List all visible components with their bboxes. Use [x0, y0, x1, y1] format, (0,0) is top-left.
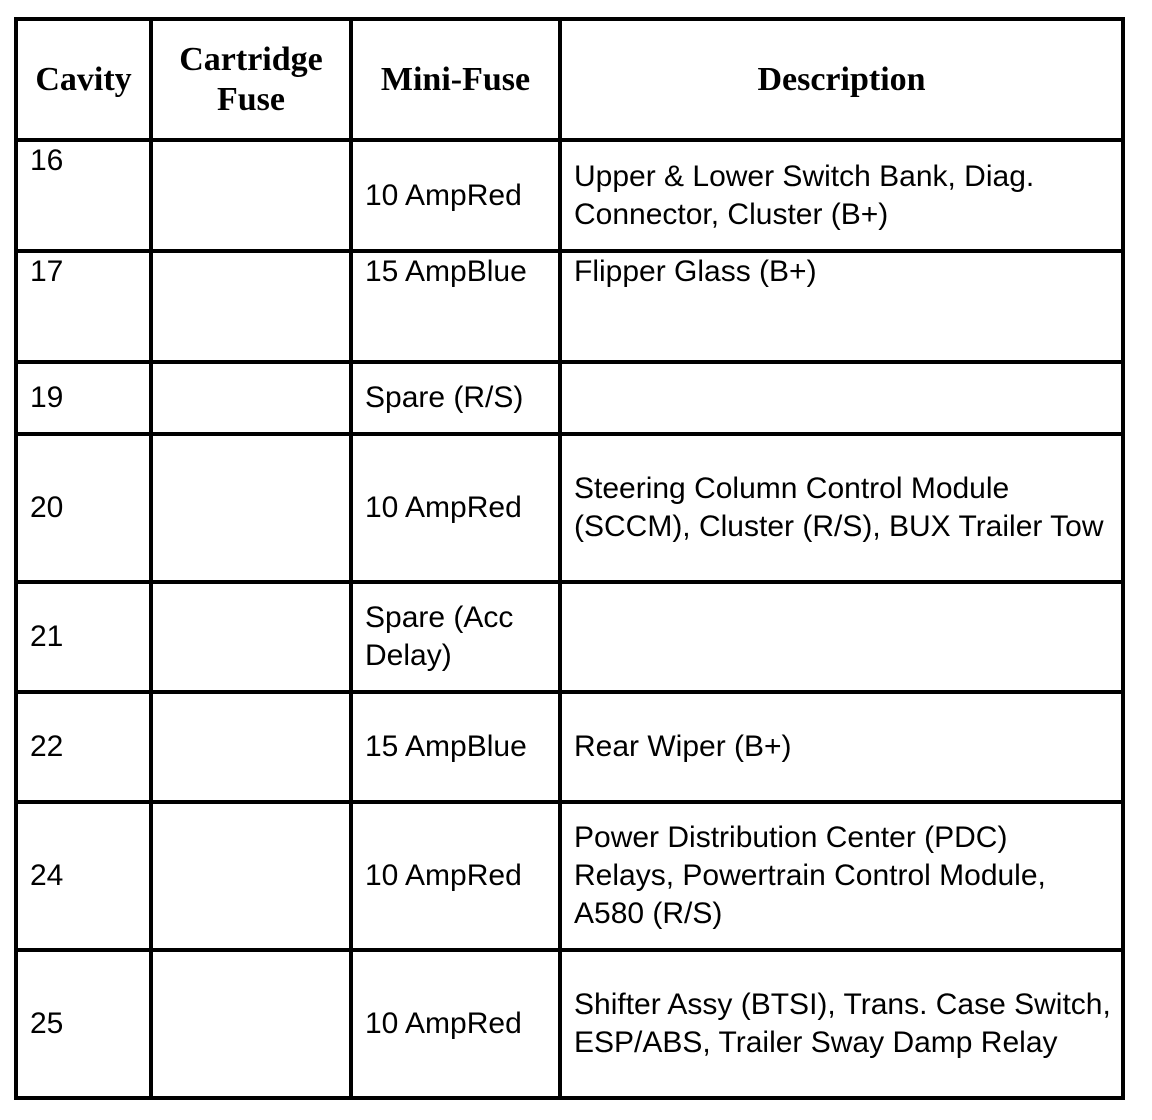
cell-cartridge: [151, 692, 351, 802]
header-cartridge-fuse: [151, 19, 351, 140]
header-cartridge-line2: Fuse: [217, 80, 285, 118]
cell-description: [560, 362, 1123, 434]
cell-cartridge: [151, 950, 351, 1098]
cell-mini-fuse: 15 AmpBlue: [351, 251, 560, 362]
cell-mini-fuse: 15 AmpBlue: [351, 692, 560, 802]
cell-description: Upper & Lower Switch Bank, Diag. Connector, Cluster (B+): [560, 140, 1123, 251]
fuse-table: [14, 17, 1125, 1100]
cell-mini-fuse: 10 AmpRed: [351, 140, 560, 251]
table-row: [16, 362, 1123, 434]
cell-mini-fuse: Spare (Acc Delay): [351, 582, 560, 692]
table-row: [16, 950, 1123, 1098]
cell-mini-fuse: 10 AmpRed: [351, 434, 560, 582]
cell-cartridge: [151, 251, 351, 362]
cell-cartridge: [151, 362, 351, 434]
cell-cartridge: [151, 802, 351, 950]
table-row: [16, 802, 1123, 950]
cell-mini-fuse: 10 AmpRed: [351, 802, 560, 950]
cell-description: Power Distribution Center (PDC) Relays, Powertrain Control Module, A580 (R/S): [560, 802, 1123, 950]
cell-cavity: 16: [16, 140, 151, 251]
table-row: [16, 692, 1123, 802]
table-row: [16, 582, 1123, 692]
cell-description: Flipper Glass (B+): [560, 251, 1123, 362]
cell-mini-fuse: 10 AmpRed: [351, 950, 560, 1098]
header-cartridge-line1: Cartridge: [179, 40, 323, 78]
cell-cavity: 19: [16, 362, 151, 434]
cell-cartridge: [151, 140, 351, 251]
header-description: Description: [560, 19, 1123, 140]
cell-cavity: 22: [16, 692, 151, 802]
cell-mini-fuse: Spare (R/S): [351, 362, 560, 434]
cell-cavity: 17: [16, 251, 151, 362]
table-row: [16, 140, 1123, 251]
table-row: [16, 251, 1123, 362]
cell-cavity: 20: [16, 434, 151, 582]
cell-cartridge: [151, 582, 351, 692]
header-cavity: Cavity: [16, 19, 151, 140]
cell-cavity: 25: [16, 950, 151, 1098]
cell-cavity: 24: [16, 802, 151, 950]
cell-cavity: 21: [16, 582, 151, 692]
cell-description: Rear Wiper (B+): [560, 692, 1123, 802]
header-mini-fuse: Mini-Fuse: [351, 19, 560, 140]
table-header-row: [16, 19, 1123, 140]
table-row: [16, 434, 1123, 582]
cell-description: Shifter Assy (BTSI), Trans. Case Switch, ESP/ABS, Trailer Sway Damp Relay: [560, 950, 1123, 1098]
cell-description: [560, 582, 1123, 692]
cell-cartridge: [151, 434, 351, 582]
cell-description: Steering Column Control Module (SCCM), Cluster (R/S), BUX Trailer Tow: [560, 434, 1123, 582]
